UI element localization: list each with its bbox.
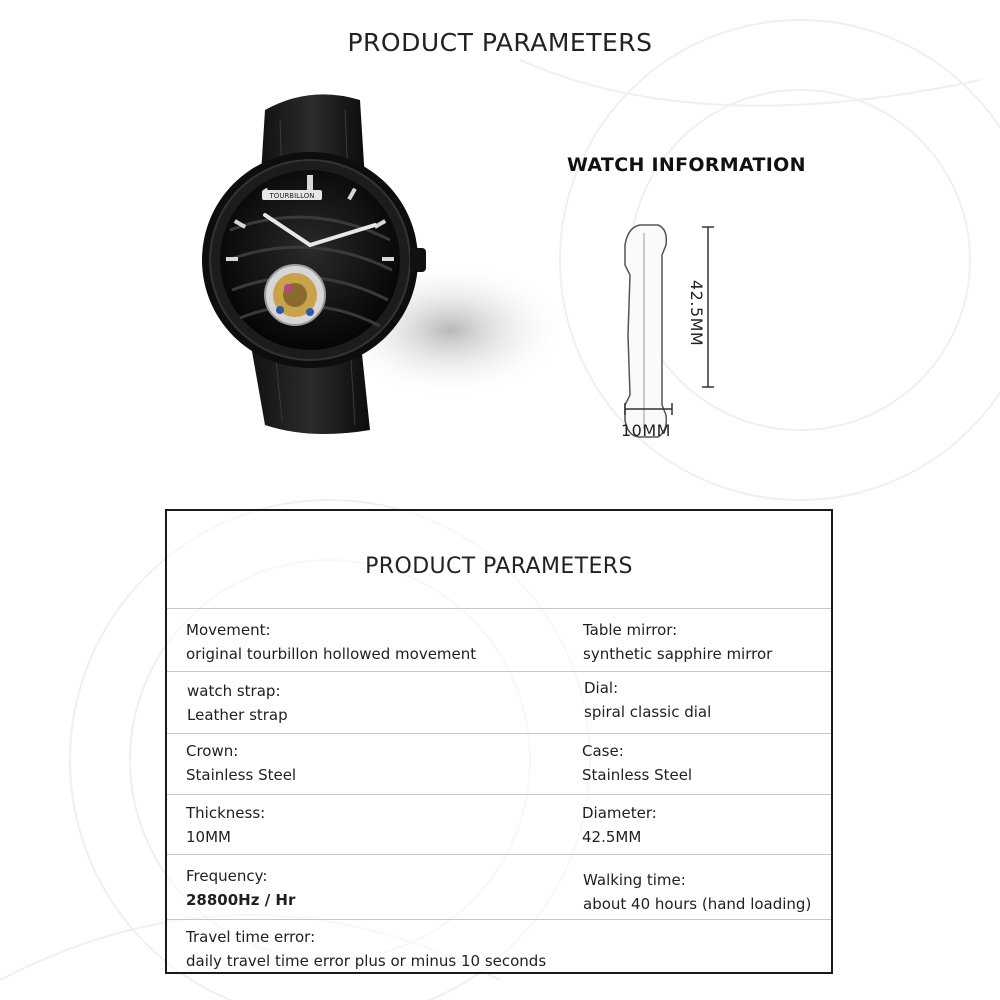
param-value: Leather strap	[187, 706, 288, 724]
dial-brand-text: TOURBILLON	[269, 192, 315, 200]
param-value: original tourbillon hollowed movement	[186, 645, 477, 663]
param-label: Dial:	[584, 679, 619, 697]
param-value: Stainless Steel	[582, 766, 693, 784]
param-crown	[186, 739, 296, 787]
param-thickness	[186, 801, 265, 849]
watch-profile-diagram	[600, 215, 760, 445]
param-label: Diameter:	[582, 804, 657, 822]
param-label: watch strap:	[187, 682, 281, 700]
param-label: Thickness:	[186, 804, 266, 822]
height-dimension-label: 42.5MM	[687, 280, 706, 347]
parameters-panel	[165, 509, 833, 974]
param-value: daily travel time error plus or minus 10 seconds	[186, 952, 547, 970]
param-label: Case:	[582, 742, 624, 760]
row-divider	[167, 854, 831, 855]
param-diameter	[582, 801, 657, 849]
page-title: PRODUCT PARAMETERS	[347, 28, 653, 57]
param-walking-time	[583, 868, 811, 916]
row-divider	[167, 733, 831, 734]
param-watch-strap	[187, 679, 288, 727]
param-value: Stainless Steel	[186, 766, 297, 784]
parameters-title: PRODUCT PARAMETERS	[365, 554, 633, 579]
watch-information-title: WATCH INFORMATION	[567, 154, 806, 176]
param-value: about 40 hours (hand loading)	[583, 895, 812, 913]
param-label: Movement:	[186, 621, 271, 639]
param-label: Table mirror:	[583, 621, 678, 639]
row-divider	[167, 919, 831, 920]
param-travel-time-error	[186, 925, 546, 973]
param-case	[582, 739, 692, 787]
row-divider	[167, 671, 831, 672]
param-dial	[584, 676, 711, 724]
width-dimension-label: 10MM	[621, 421, 671, 440]
param-label: Travel time error:	[186, 928, 316, 946]
param-movement	[186, 618, 476, 666]
param-value: 10MM	[186, 828, 231, 846]
param-value: synthetic sapphire mirror	[583, 645, 773, 663]
row-divider	[167, 794, 831, 795]
param-label: Frequency:	[186, 867, 268, 885]
param-value: 28800Hz / Hr	[186, 891, 296, 909]
param-value: 42.5MM	[582, 828, 642, 846]
param-label: Crown:	[186, 742, 239, 760]
param-value: spiral classic dial	[584, 703, 712, 721]
watch-image	[170, 80, 590, 460]
row-divider	[167, 608, 831, 609]
param-table-mirror	[583, 618, 772, 666]
param-label: Walking time:	[583, 871, 686, 889]
param-frequency	[186, 864, 295, 912]
